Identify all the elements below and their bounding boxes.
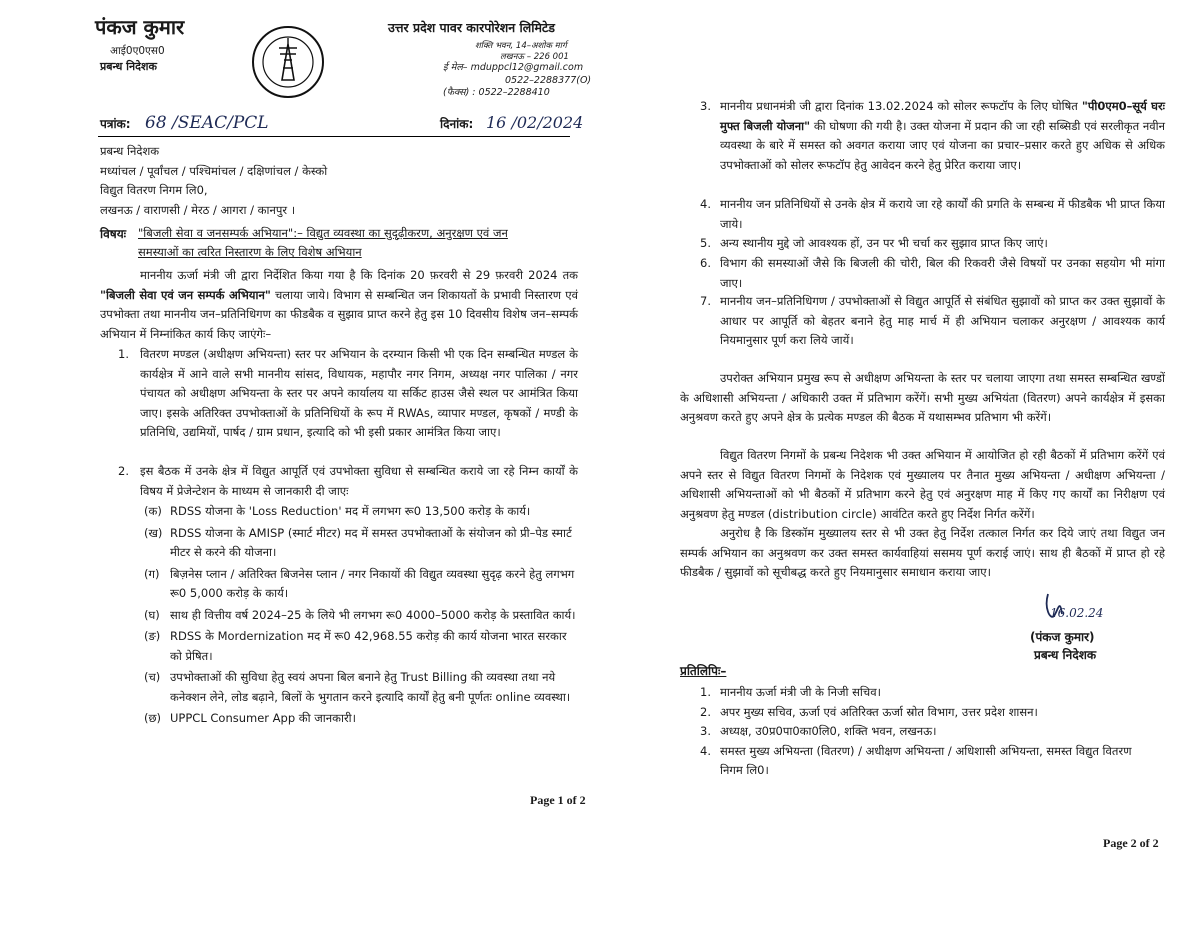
- item-number: 4.: [700, 197, 711, 211]
- paragraph: उपरोक्त अभियान प्रमुख रूप से अधीक्षण अभियन्ता के स्तर पर चलाया जाएगा तथा समस्त सम्बन्धित खण्डों के अधिशासी अभियन्ता / अधिकारी उक्त में प्रतिभाग करेंगें। सभी मुख्य अभियंता (वितरण) अपने कार्यक्षेत्र में इसका अनुश्रवण करते हुए अपने क्षेत्र के प्रत्येक मण्डल की बैठक में यथासम्भव प्रतिभाग भी करेंगें।: [680, 371, 1165, 424]
- signature-date: 16.02.24: [1050, 606, 1104, 620]
- list-item: [700, 97, 1165, 175]
- intro-text-b: चलाया जाये। विभाग से सम्बन्धित जन शिकायतों के प्रभावी निस्तारण एवं उपभोक्ता तथा माननीय जन–प्रतिनिधिगण का फीडबैक व सुझाव प्राप्त करने हेतु इस 10 दिवसीय विशेष जन–सम्पर्क अभियान में निम्नांकित कार्य किए जाएंगेः–: [100, 287, 578, 341]
- sub-item-label: (क): [144, 504, 162, 518]
- sub-item-list: [144, 502, 578, 729]
- sub-item-text: RDSS योजना के AMISP (स्मार्ट मीटर) मद में समस्त उपभोक्ताओं के संयोजन को प्री–पेड स्मार्ट मीटर से करने की योजना।: [170, 525, 572, 559]
- sub-item-text: RDSS के Mordernization मद में रू0 42,968.55 करोड़ की कार्य योजना भारत सरकार को प्रेषित।: [170, 629, 567, 663]
- sub-item-text: UPPCL Consumer App की जानकारी।: [170, 711, 357, 725]
- org-name: उत्तर प्रदेश पावर कारपोरेशन लिमिटेड: [388, 20, 555, 35]
- sub-item-label: (छ): [144, 711, 162, 725]
- item-text-a: माननीय प्रधानमंत्री जी द्वारा दिनांक 13.02.2024 को सोलर रूफटॉप के लिए घोषित: [720, 99, 1082, 113]
- sub-item: [144, 668, 578, 707]
- copy-text: अध्यक्ष, उ0प्र0पा0का0लि0, शक्ति भवन, लखनऊ।: [720, 724, 937, 738]
- item-text: विभाग की समस्याओं जैसे कि बिजली की चोरी, बिल की रिकवरी जैसे विषयों पर उनका सहयोग भी मांगा जाए।: [720, 256, 1165, 290]
- item-text: वितरण मण्डल (अधीक्षण अभियन्ता) स्तर पर अभियान के दरम्यान किसी भी एक दिन सम्बन्धित मण्डल के कार्यक्षेत्र में आने वाले सभी माननीय सांसद, विधायक, महापौर नगर निगम, अध्यक्ष नगर पालिका / नगर पंचायत को अधीक्षण अभियन्ता के स्तर पर अपने कार्यालय या सर्किट हाउस जैसे स्थल पर आमंत्रित किया जाए। इसके अतिरिक्त उपभोक्ताओं के प्रतिनिधियों के रूप में RWAs, व्यापार मण्डल, कृषकों / मण्डी के प्रतिनिधि, उद्यमियों, पार्षद / ग्राम प्रधान, इत्यादि को भी इसी प्रकार आमंत्रित किया जाए।: [140, 347, 578, 439]
- sub-item-text: RDSS योजना के 'Loss Reduction' मद में लगभग रू0 13,500 करोड़ के कार्य।: [170, 504, 531, 518]
- copy-number: 4.: [700, 743, 711, 758]
- list-item: [700, 234, 1165, 254]
- addressee-line: लखनऊ / वाराणसी / मेरठ / आगरा / कानपुर ।: [100, 202, 296, 217]
- sender-designation: प्रबन्ध निदेशक: [100, 60, 157, 73]
- letter-page-2: [600, 0, 1200, 927]
- item-text: अन्य स्थानीय मुद्दे जो आवश्यक हों, उन पर भी चर्चा कर सुझाव प्राप्त किए जाएं।: [720, 236, 1048, 250]
- sub-item-label: (च): [144, 670, 161, 684]
- item-number: 6.: [700, 256, 711, 270]
- header-rule: [98, 136, 570, 137]
- ref-number: 68 /SEAC/PCL: [145, 113, 269, 133]
- copy-item: [700, 703, 1140, 723]
- org-address-line2: लखनऊ – 226 001: [500, 52, 569, 62]
- addressee-block: [100, 142, 570, 220]
- copy-item: [700, 683, 1140, 703]
- item-number: 5.: [700, 236, 711, 250]
- letter-date: 16 /02/2024: [486, 113, 584, 132]
- copy-item: [700, 722, 1140, 742]
- org-email: ई मेल– mduppcl12@gmail.com: [443, 62, 584, 73]
- list-item: [700, 254, 1165, 293]
- org-fax: (फैक्स) : 0522–2288410: [443, 87, 550, 98]
- subject-text: [138, 224, 578, 262]
- signatory-name: (पंकज कुमार): [1030, 630, 1095, 644]
- subject-label: विषयः: [100, 227, 127, 241]
- copy-number: 2.: [700, 704, 711, 719]
- copy-to-label: प्रतिलिपिः–: [680, 664, 727, 678]
- copy-text: समस्त मुख्य अभियन्ता (वितरण) / अधीक्षण अभियन्ता / अधिशासी अभियन्ता, समस्त विद्युत वितरण निगम लि0।: [720, 743, 1132, 777]
- copy-text: माननीय ऊर्जा मंत्री जी के निजी सचिव।: [720, 685, 881, 699]
- corporation-logo: [250, 24, 326, 100]
- item-text: माननीय जन–प्रतिनिधिगण / उपभोक्ताओं से विद्युत आपूर्ति से संबंधित सुझावों को प्राप्त कर उक्त सुझावों के आधार पर आपूर्ति को बेहतर बनाने हेतु माह मार्च में ही अभियान चलाकर अनुरक्षण / आवश्यक कार्य नियमानुसार पूर्ण करा लिये जायें।: [720, 294, 1165, 347]
- sub-item-label: (ग): [144, 566, 160, 581]
- list-item: [700, 195, 1165, 234]
- tower-icon: [280, 44, 296, 80]
- copy-item: [700, 742, 1140, 781]
- date-label: दिनांक:: [440, 117, 474, 131]
- sub-item-label: (घ): [144, 607, 160, 622]
- page-number: Page 2 of 2: [1103, 836, 1159, 850]
- sub-item-label: (ख): [144, 525, 163, 540]
- sender-qualification: आई0ए0एस0: [110, 45, 165, 57]
- page-number: Page 1 of 2: [530, 793, 586, 807]
- scheme-name: "पी0एम0–सूर्य घरः मुफ्त बिजली योजना": [720, 99, 1165, 133]
- sub-item-text: साथ ही वित्तीय वर्ष 2024–25 के लिये भी लगभग रू0 4000–5000 करोड़ के प्रस्तावित कार्य।: [170, 607, 576, 622]
- sub-item: [144, 709, 578, 729]
- item-number: 7.: [700, 294, 711, 308]
- intro-paragraph: [100, 266, 578, 344]
- org-address-line1: शक्ति भवन, 14–अशोक मार्ग: [475, 41, 567, 51]
- addressee-line: मध्यांचल / पूर्वांचल / पश्चिमांचल / दक्षिणांचल / केस्को: [100, 163, 328, 178]
- sub-item-label: (ङ): [144, 629, 161, 643]
- ref-label: पत्रांक:: [100, 117, 131, 131]
- item-number: 3.: [700, 99, 711, 113]
- org-phone: 0522–2288377(O): [505, 75, 592, 86]
- subject-line-2: समस्याओं का त्वरित निस्तारण के लिए विशेष अभियान: [138, 245, 362, 259]
- sub-item-text: उपभोक्ताओं की सुविधा हेतु स्वयं अपना बिल बनाने हेतु Trust Billing की व्यवस्था तथा नये कनेक्शन लेने, लोड बढ़ाने, बिलों के भुगतान करने इत्यादि कार्यों हेतु बनी पूर्णतः online व्यवस्था।: [170, 670, 571, 704]
- sub-item: [144, 524, 578, 563]
- copy-number: 3.: [700, 724, 711, 738]
- item-text: इस बैठक में उनके क्षेत्र में विद्युत आपूर्ति एवं उपभोक्ता सुविधा से सम्बन्धित कराये जा रहे निम्न कार्यों के विषय में प्रेजेन्टेशन के माध्यम से जानकारी दी जाएः: [140, 464, 578, 498]
- copy-list: [700, 683, 1140, 781]
- list-item: [118, 345, 578, 443]
- list-item: [700, 292, 1165, 351]
- intro-text-a: माननीय ऊर्जा मंत्री जी द्वारा निर्देशित किया गया है कि दिनांक 20 फ़रवरी से 29 फ़रवरी 2024 तक: [140, 268, 578, 282]
- sub-item: [144, 606, 578, 626]
- item-text-b: की घोषणा की गयी है। उक्त योजना में प्रदान की जा रही सब्सिडी एवं सरलीकृत नवीन व्यवस्था के बारे में समस्त को अवगत कराया जाए एवं योजना का प्रचार–प्रसार करते हुए अधिक से अधिक उपभोक्ताओं को सोलर रूफटॉप हेतु आवेदन करने हेतु प्रेरित कराया जाए।: [720, 118, 1165, 172]
- copy-text: अपर मुख्य सचिव, ऊर्जा एवं अतिरिक्त ऊर्जा स्रोत विभाग, उत्तर प्रदेश शासन।: [720, 704, 1038, 719]
- list-item: [118, 462, 578, 501]
- campaign-name: "बिजली सेवा एवं जन सम्पर्क अभियान": [100, 287, 271, 302]
- item-text: माननीय जन प्रतिनिधियों से उनके क्षेत्र में कराये जा रहे कार्यों की प्रगति के सम्बन्ध में फीडबैक भी प्राप्त किया जाये।: [720, 197, 1165, 231]
- sub-item: [144, 565, 578, 604]
- item-number: 1.: [118, 347, 129, 361]
- item-number: 2.: [118, 464, 129, 478]
- paragraph: अनुरोध है कि डिस्कॉम मुख्यालय स्तर से भी उक्त हेतु निर्देश तत्काल निर्गत कर दिये जाएं तथा विद्युत जन सम्पर्क अभियान का अनुश्रवण कर उक्त समस्त कार्यवाहियां ससमय पूर्ण कराई जाएं। साथ ही बैठकों में प्राप्त हो रहे फीडबैक / सुझावों को सूचीबद्ध करते हुए नियमानुसार समाधान कराया जाए।: [680, 526, 1165, 579]
- subject-line-1: "बिजली सेवा व जनसम्पर्क अभियान":– विद्युत व्यवस्था का सुदृढ़ीकरण, अनुरक्षण एवं जन: [138, 226, 508, 240]
- sub-item: [144, 627, 578, 666]
- addressee-line: प्रबन्ध निदेशक: [100, 144, 160, 158]
- sub-item-text: बिज़नेस प्लान / अतिरिक्त बिजनेस प्लान / नगर निकायों की विद्युत व्यवस्था सुदृढ़ करने हेतु लगभग रू0 5,000 करोड़ के कार्य।: [170, 566, 575, 600]
- addressee-line: विद्युत वितरण निगम लि0,: [100, 183, 208, 197]
- paragraph: विद्युत वितरण निगमों के प्रबन्ध निदेशक भी उक्त अभियान में आयोजित हो रही बैठकों में प्रतिभाग करेंगें एवं अपने स्तर से विद्युत वितरण निगमों के निदेशक एवं मुख्यालय पर तैनात मुख्य अभियन्ता / अधीक्षण अभियन्ता / अधिशासी अभियन्ताओं को भी बैठकों में प्रतिभाग करने हेतु एवं अनुरक्षण माह में किए गए कार्यों का निरीक्षण एवं अनुश्रवण हेतु मण्डल (distribution circle) आवंटित करते हुए निर्देश निर्गत करेंगें।: [680, 448, 1165, 521]
- item-text: [700, 97, 1165, 175]
- copy-number: 1.: [700, 685, 711, 699]
- sub-item: [144, 502, 578, 522]
- sender-name: पंकज कुमार: [95, 15, 185, 39]
- signatory-designation: प्रबन्ध निदेशक: [1034, 648, 1097, 662]
